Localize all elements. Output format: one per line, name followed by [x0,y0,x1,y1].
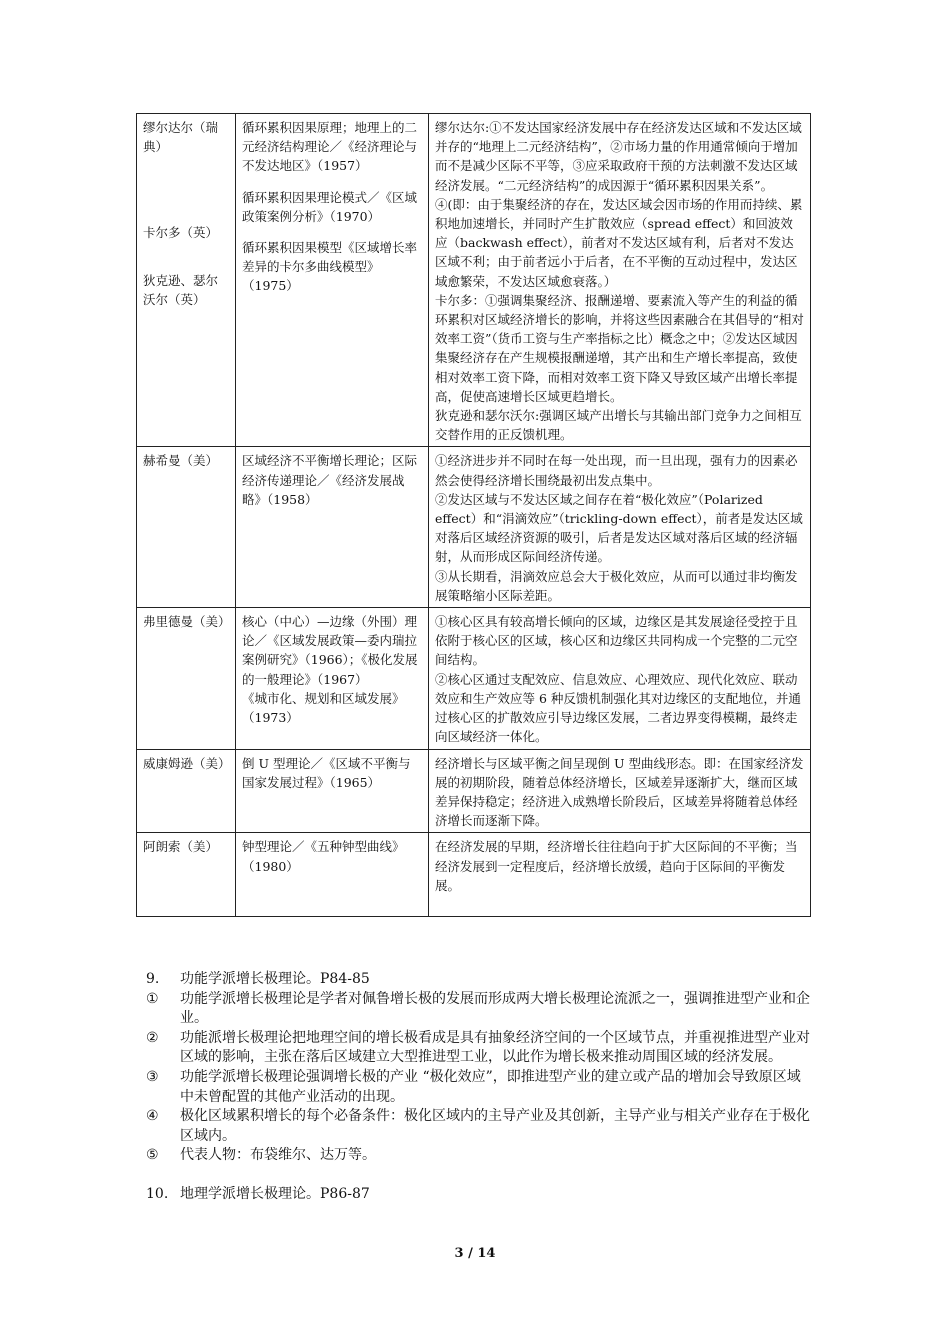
theory-text: 《城市化、规划和区域发展》（1973） [242,690,405,726]
table-row [137,114,811,447]
person-name: 赫希曼（美） [143,453,219,469]
theory-cell [236,447,429,608]
theory-text: 核心（中心）—边缘（外围）理论／《区域发展政策—委内瑞拉案例研究》（1966）；《极化发展的一般理论》（1967） [242,614,418,687]
section-title: 地理学派增长极理论。P86-87 [180,1185,370,1202]
content-cell [429,114,811,447]
list-marker: ① [146,990,159,1007]
list-marker: ⑤ [146,1147,159,1164]
person-cell [137,608,236,749]
theory-text: 循环累积因果模型《区域增长率差异的卡尔多曲线模型》（1975） [242,240,418,294]
content-text: 卡尔多：①强调集聚经济、报酬递增、要素流入等产生的利益的循环累积对区域经济增长的影响，并将这些因素融合在其倡导的“相对效率工资”（货币工资与生产率指标之比）概念之中；②发达区域因集聚经济存在产生规模报酬递增，其产出和生产增长率提高，致使相对效率工资下降，而相对效率工资下降又导致区域产出增长率提高，促使高速增长区域更趋增长。 [435,292,804,404]
person-name: 缪尔达尔（瑞典） [143,120,219,155]
theory-cell [236,749,429,833]
theory-cell [236,114,429,447]
content-text: ②核心区通过支配效应、信息效应、心理效应、现代化效应、联动效应和生产效应等 6 种反馈机制强化其对边缘区的支配地位，并通过核心区的扩散效应引导边缘区发展，二者边界变得模糊，最终走向区域经济一体化。 [435,671,801,745]
table-row [137,447,811,608]
theory-table [136,113,811,917]
list-text: 功能派增长极理论把地理空间的增长极看成是具有抽象经济空间的一个区域节点，并重视推进型产业对区域的影响，主张在落后区域建立大型推进型工业，以此作为增长极来推动周围区域的经济发展。 [180,1029,810,1066]
table-row [137,608,811,749]
person-name: 卡尔多（英） [143,225,219,241]
person-cell [137,447,236,608]
person-name: 阿朗索（美） [143,839,219,855]
content-text: ①核心区具有较高增长倾向的区域，边缘区是其发展途径受控于且依附于核心区的区域，核心区和边缘区共同构成一个完整的二元空间结构。 [435,614,798,668]
content-text: ②发达区域与不发达区域之间存在着“极化效应”（Polarized effect）和“涓滴效应”（trickling-down effect），前者是发达区域对落后区域经济资源的吸引，后者是发达区域对落后区域的经济辐射，从而形成区际间经济传递。 [435,491,803,565]
list-item [146,1068,814,1107]
content-cell [429,833,811,917]
list-marker: ② [146,1029,159,1046]
table-row [137,749,811,833]
list-text: 功能学派增长极理论是学者对佩鲁增长极的发展而形成两大增长极理论流派之一，强调推进型产业和企业。 [180,990,810,1027]
theory-text: 循环累积因果理论模式／《区域政策案例分析》（1970） [242,189,418,224]
theory-text: 倒 U 型理论／《区域不平衡与国家发展过程》（1965） [242,755,411,790]
theory-cell [236,608,429,749]
person-name: 弗里德曼（美） [143,614,231,630]
section-number: 10. [146,1185,169,1202]
theory-text: 钟型理论／《五种钟型曲线》（1980） [242,839,405,874]
content-cell [429,608,811,749]
section-heading [146,1185,814,1205]
content-text: 缪尔达尔:①不发达国家经济发展中存在经济发达区域和不发达区域并存的“地理上二元经济结构”，②市场力量的作用通常倾向于增加而不是减少区际不平等，③应采取政府干预的方法刺激不发达区域经济发展。“二元经济结构”的成因源于“循环累积因果关系”。④(即：由于集聚经济的存在，发达区域会因市场的作用而持续、累积地加速增长，并同时产生扩散效应（spread effect）和回波效应（backwash effect），前者对不发达区域有利，后者对不发达区域不利；由于前者远小于后者，在不平衡的互动过程中，发达区域愈繁荣，不发达区域愈衰落。） [435,120,803,289]
theory-text: 循环累积因果原理；地理上的二元经济结构理论／《经济理论与不发达地区》（1957） [242,120,418,174]
section-title: 功能学派增长极理论。P84-85 [180,971,370,987]
section-number: 9. [146,971,160,987]
content-text: ③从长期看，涓滴效应总会大于极化效应，从而可以通过非均衡发展策略缩小区际差距。 [435,568,798,603]
person-name: 威康姆逊（美） [143,755,231,771]
list-item [146,1029,814,1068]
content-text: ①经济进步并不同时在每一处出现，而一旦出现，强有力的因素必然会使得经济增长围绕最初出发点集中。 [435,453,798,488]
list-text: 代表人物：布袋维尔、达万等。 [180,1147,376,1164]
content-text: 经济增长与区域平衡之间呈现倒 U 型曲线形态。即：在国家经济发展的初期阶段，随着总体经济增长，区域差异逐渐扩大，继而区域差异保持稳定；经济进入成熟增长阶段后，区域差异将随着总体经济增长而逐渐下降。 [435,755,804,829]
list-marker: ④ [146,1108,159,1125]
list-item [146,1107,814,1146]
person-cell [137,833,236,917]
theory-text: 区域经济不平衡增长理论；区际经济传递理论／《经济发展战略》（1958） [242,453,418,507]
section-list [146,970,814,1205]
content-cell [429,447,811,608]
list-text: 功能学派增长极理论强调增长极的产业 “极化效应”，即推进型产业的建立或产品的增加会导致原区域中未曾配置的其他产业活动的出现。 [180,1068,801,1105]
section-heading [146,970,814,990]
page-number: 3 / 14 [454,1246,496,1261]
content-cell [429,749,811,833]
list-item [146,1146,814,1166]
list-item [146,990,814,1029]
content-text: 在经济发展的早期，经济增长往往趋向于扩大区际间的不平衡；当经济发展到一定程度后，经济增长放缓，趋向于区际间的平衡发展。 [435,839,798,893]
content-text: 狄克逊和瑟尔沃尔:强调区域产出增长与其输出部门竞争力之间相互交替作用的正反馈机理。 [435,408,802,443]
theory-cell [236,833,429,917]
list-marker: ③ [146,1068,159,1085]
person-name: 狄克逊、瑟尔沃尔（英） [143,272,219,307]
list-text: 极化区域累积增长的每个必备条件：极化区域内的主导产业及其创新，主导产业与相关产业存在于极化区域内。 [180,1108,810,1144]
table-row [137,833,811,917]
person-cell [137,749,236,833]
person-cell [137,114,236,447]
